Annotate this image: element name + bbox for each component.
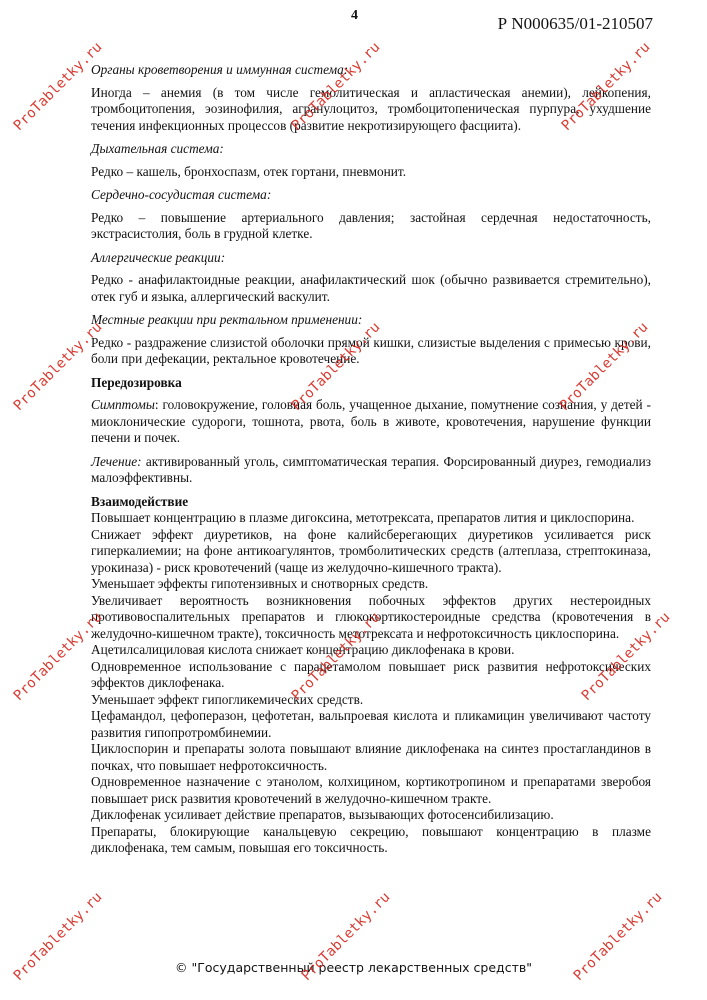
section-text-allergic: Редко - анафилактоидные реакции, анафилактический шок (обычно развивается стремительно), отек губ и языка, аллергический васкулит. xyxy=(91,272,651,304)
watermark: ProTabletky.ru xyxy=(556,319,652,414)
page-number: 4 xyxy=(351,8,358,23)
overdose-title: Передозировка xyxy=(91,374,182,390)
registration-number: Р N000635/01-210507 xyxy=(497,14,653,33)
interaction-paragraph: Одновременное использование с парацетамолом повышает риск развития нефротоксических эффектов диклофенака. xyxy=(91,658,651,690)
document-body xyxy=(91,62,651,857)
overdose-treatment xyxy=(91,454,651,487)
watermark: ProTabletky.ru xyxy=(298,889,394,984)
watermark: ProTabletky.ru xyxy=(578,609,674,704)
symptoms-label: Симптомы xyxy=(91,397,155,412)
interaction-title: Взаимодействие xyxy=(91,493,189,509)
watermark: ProTabletky.ru xyxy=(10,609,106,704)
section-heading-cardiovascular: Сердечно-сосудистая система: xyxy=(91,187,272,202)
interaction-paragraph: Уменьшает эффект гипогликемических средств. xyxy=(91,691,364,707)
interaction-paragraph: Ацетилсалициловая кислота снижает концентрацию диклофенака в крови. xyxy=(91,642,515,657)
watermark: ProTabletky.ru xyxy=(288,609,384,704)
treatment-label: Лечение: xyxy=(91,453,142,469)
interaction-paragraph: Снижает эффект диуретиков, на фоне калийсберегающих диуретиков усиливается риск гиперкалиемии; на фоне антикоагулянтов, тромболитических средств (алтеплаза, стрептокиназа, урокиназа) - риск кровотечений (чаще из желудочно-кишечного тракта). xyxy=(91,526,651,575)
section-heading-allergic: Аллергические реакции: xyxy=(91,249,226,265)
section-heading-blood: Органы кроветворения и иммунная система: xyxy=(91,62,349,77)
watermark: ProTabletky.ru xyxy=(10,889,106,984)
symptoms-text: : головокружение, головная боль, учащенное дыхание, помутнение сознания, у детей - миоклонические судороги, тошнота, рвота, боль в животе, кровотечения, нарушение функции печени и почек. xyxy=(91,397,651,445)
section-heading-local: Местные реакции при ректальном применении: xyxy=(91,312,363,327)
interaction-paragraph: Одновременное назначение с этанолом, колхицином, кортикотропином и препаратами зверобоя повышает риск развития кровотечений в желудочно-кишечном тракте. xyxy=(91,774,651,806)
watermark: ProTabletky.ru xyxy=(558,39,654,134)
interaction-paragraph: Препараты, блокирующие канальцевую секрецию, повышают концентрацию в плазме диклофенака, тем самым, повышая его токсичность. xyxy=(91,823,651,855)
interaction-paragraph: Диклофенак усиливает действие препаратов, вызывающих фотосенсибилизацию. xyxy=(91,807,554,822)
interaction-paragraph: Повышает концентрацию в плазме дигоксина, метотрексата, препаратов лития и циклоспорина. xyxy=(91,510,635,525)
watermark: ProTabletky.ru xyxy=(288,39,384,134)
watermark: ProTabletky.ru xyxy=(570,889,666,984)
interaction-paragraph: Цефамандол, цефоперазон, цефотетан, вальпроевая кислота и пликамицин увеличивают частоту развития гипопротромбинемии. xyxy=(91,708,651,740)
interaction-section xyxy=(91,494,651,857)
interaction-paragraph: Циклоспорин и препараты золота повышают влияние диклофенака на синтез простагландинов в почках, что повышает нефротоксичность. xyxy=(91,741,651,773)
watermark: ProTabletky.ru xyxy=(10,319,106,414)
section-text-local: Редко - раздражение слизистой оболочки прямой кишки, слизистые выделения с примесью крови, боли при дефекации, ректальное кровотечение. xyxy=(91,334,651,366)
watermark: ProTabletky.ru xyxy=(10,39,106,134)
watermark: ProTabletky.ru xyxy=(288,319,384,414)
footer-copyright: © "Государственный реестр лекарственных средств" xyxy=(175,960,532,975)
section-text-respiratory: Редко – кашель, бронхоспазм, отек гортани, пневмонит. xyxy=(91,163,407,179)
interaction-paragraph: Уменьшает эффекты гипотензивных и снотворных средств. xyxy=(91,576,429,591)
section-text-blood: Иногда – анемия (в том числе гемолитическая и апластическая анемии), лейкопения, тромбоцитопения, эозинофилия, агранулоцитоз, тромбоцитопеническая пурпура, ухудшение течения инфекционных процессов (развитие некротизирующего фасциита). xyxy=(91,84,651,133)
interaction-paragraph: Увеличивает вероятность возникновения побочных эффектов других нестероидных противовоспалительных препаратов и глюкокортикостероидные средства (кровотечения в желудочно-кишечном тракте), токсичность метотрексата и нефротоксичность циклоспорина. xyxy=(91,592,651,641)
treatment-text: активированный уголь, симптоматическая терапия. Форсированный диурез, гемодиализ малоэффективны. xyxy=(91,453,651,485)
section-text-cardiovascular: Редко – повышение артериального давления; застойная сердечная недостаточность, экстрасистолия, боль в грудной клетке. xyxy=(91,209,651,241)
section-heading-respiratory: Дыхательная система: xyxy=(91,141,224,156)
